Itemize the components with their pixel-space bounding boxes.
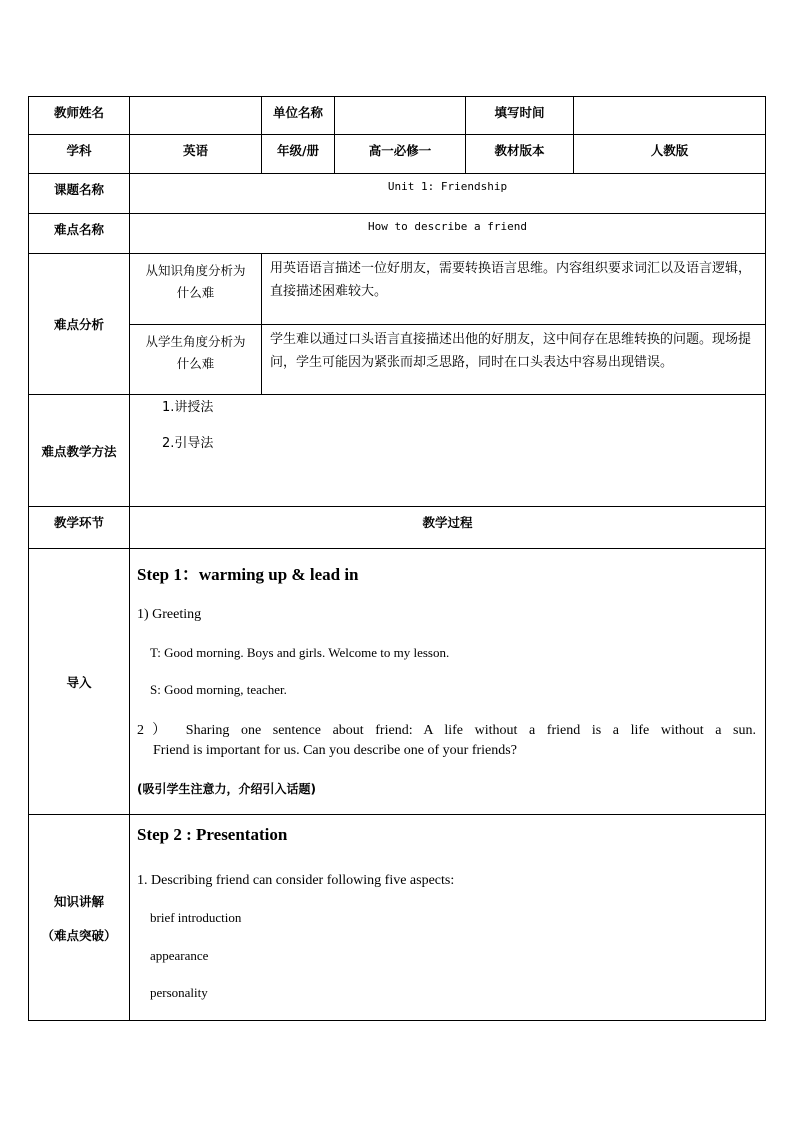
sharing-line-1: 2） Sharing one sentence about friend: A life without a friend is a life without a sun. <box>137 723 756 738</box>
methods-row <box>29 395 766 507</box>
dialogue-student: S: Good morning, teacher. <box>150 682 287 697</box>
intro-note: (吸引学生注意力，介绍引入话题) <box>137 782 316 796</box>
header-row-1 <box>29 97 766 135</box>
knowledge-angle-line-2: 什么难 <box>176 285 215 300</box>
knowledge-content <box>130 815 766 1021</box>
difficulty-label: 难点名称 <box>29 214 130 254</box>
process-label: 教学过程 <box>130 507 766 549</box>
knowledge-label-line-2: （难点突破） <box>41 927 117 943</box>
knowledge-angle-text: 用英语语言描述一位好朋友，需要转换语言思维。内容组织要求词汇以及语言逻辑， 直接描述困难较大。 <box>262 254 766 325</box>
student-angle-line-1: 从学生角度分析为 <box>145 334 246 349</box>
grade-value: 高一必修一 <box>335 135 466 174</box>
dialogue-teacher: T: Good morning. Boys and girls. Welcome to my lesson. <box>150 645 450 660</box>
student-angle-line-2: 什么难 <box>176 356 215 371</box>
knowledge-label <box>29 815 130 1021</box>
aspect-item: brief introduction <box>150 910 242 925</box>
greeting-title: 1) Greeting <box>137 607 202 622</box>
difficulty-row <box>29 214 766 254</box>
grade-label: 年级/册 <box>262 135 335 174</box>
method-item: 2.引导法 <box>162 436 214 451</box>
topic-value: Unit 1: Friendship <box>130 174 766 214</box>
header-row-2 <box>29 135 766 174</box>
intro-label: 导入 <box>29 549 130 815</box>
sharing-line-2: Friend is important for us. Can you describe one of your friends? <box>153 743 517 758</box>
methods-list <box>130 395 766 507</box>
lesson-plan-sheet <box>28 96 765 1021</box>
teacher-value[interactable] <box>130 97 262 135</box>
date-label: 填写时间 <box>466 97 574 135</box>
subject-value: 英语 <box>130 135 262 174</box>
process-stage-label: 教学环节 <box>29 507 130 549</box>
student-angle-label <box>130 325 262 395</box>
edition-value: 人教版 <box>574 135 766 174</box>
step-2-title: Step 2 : Presentation <box>137 825 288 844</box>
aspect-item: appearance <box>150 948 209 963</box>
aspect-item: personality <box>150 985 208 1000</box>
process-header-row <box>29 507 766 549</box>
student-angle-text: 学生难以通过口头语言直接描述出他的好朋友，这中间存在思维转换的问题。现场提问，学生可能因为紧张而却乏思路，同时在口头表达中容易出现错误。 <box>262 325 766 395</box>
method-item: 1.讲授法 <box>162 400 214 415</box>
knowledge-label-line-1: 知识讲解 <box>53 893 104 909</box>
unit-label: 单位名称 <box>262 97 335 135</box>
difficulty-value: How to describe a friend <box>130 214 766 254</box>
teacher-label: 教师姓名 <box>29 97 130 135</box>
knowledge-angle-line-1: 从知识角度分析为 <box>145 263 246 278</box>
step-1-title: Step 1：warming up & lead in <box>137 565 359 584</box>
intro-row <box>29 549 766 815</box>
date-value[interactable] <box>574 97 766 135</box>
methods-label: 难点教学方法 <box>29 395 130 507</box>
subject-label: 学科 <box>29 135 130 174</box>
knowledge-row <box>29 815 766 1021</box>
analysis-label: 难点分析 <box>29 254 130 395</box>
edition-label: 教材版本 <box>466 135 574 174</box>
analysis-student-row <box>29 325 766 395</box>
unit-value[interactable] <box>335 97 466 135</box>
intro-content <box>130 549 766 815</box>
knowledge-angle-label <box>130 254 262 325</box>
analysis-knowledge-row <box>29 254 766 325</box>
aspects-intro: 1. Describing friend can consider following five aspects: <box>137 873 455 888</box>
topic-label: 课题名称 <box>29 174 130 214</box>
topic-row <box>29 174 766 214</box>
lesson-plan-table <box>28 96 766 1021</box>
